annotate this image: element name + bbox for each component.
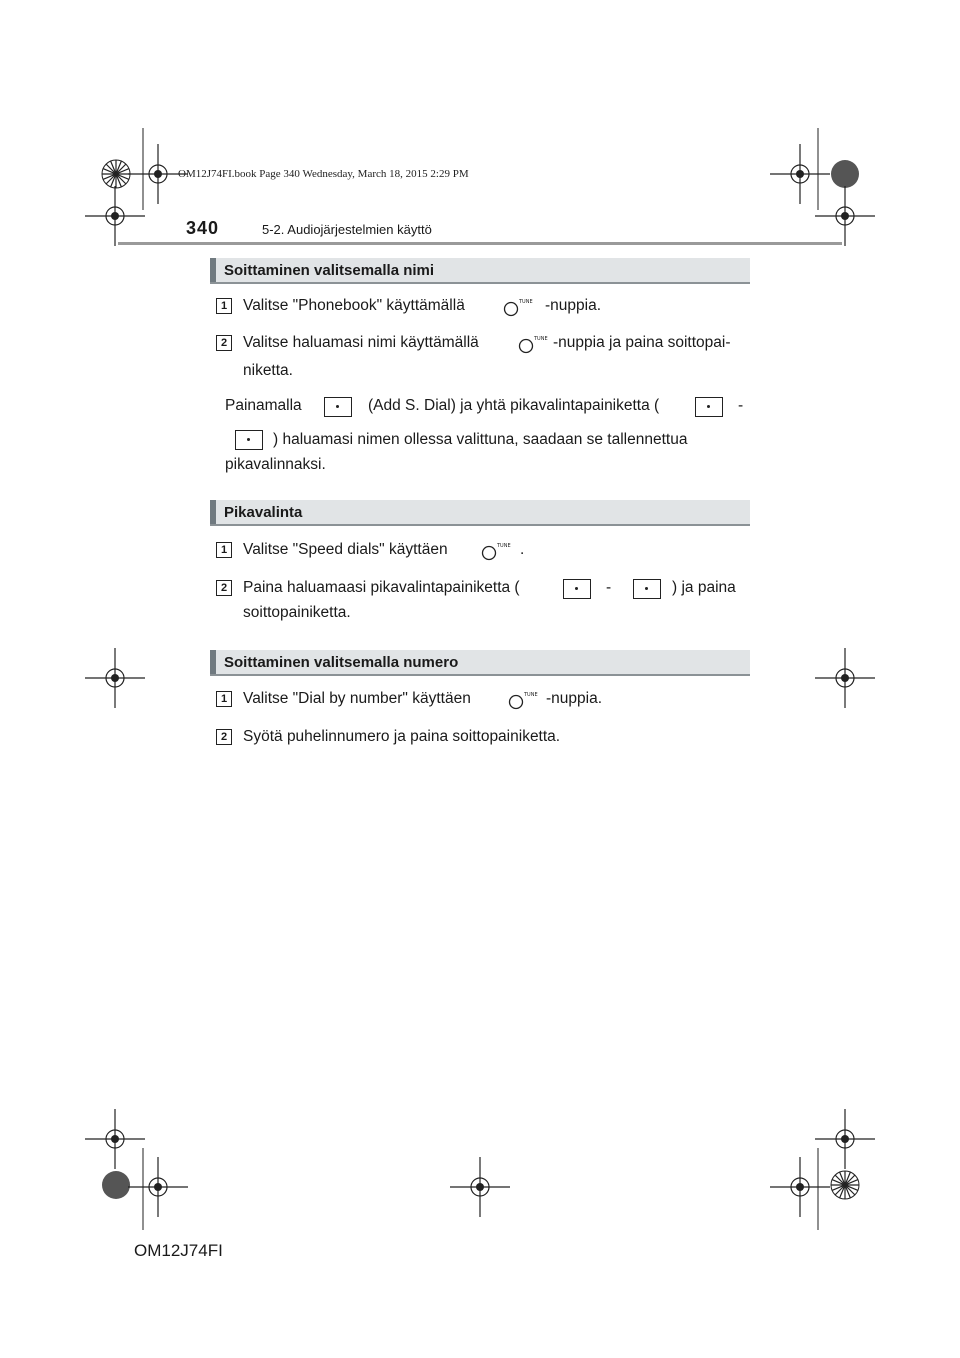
tune-knob-icon bbox=[515, 335, 548, 353]
section-heading bbox=[210, 258, 750, 284]
section-heading-text: Pikavalinta bbox=[224, 504, 303, 521]
svg-text:TUNE: TUNE bbox=[524, 692, 538, 698]
step-number: 2 bbox=[216, 729, 232, 745]
page-number: 340 bbox=[186, 218, 220, 238]
preset-button-icon bbox=[324, 397, 352, 417]
tune-knob-icon bbox=[478, 542, 511, 560]
tune-knob-icon bbox=[505, 691, 538, 709]
tune-knob-icon bbox=[500, 298, 533, 316]
step-text-suffix: -nuppia. bbox=[546, 690, 603, 707]
step-number: 1 bbox=[216, 298, 232, 314]
step-text-continued: niketta. bbox=[243, 362, 293, 379]
note-text: - bbox=[738, 397, 744, 414]
step-text: Paina haluamaasi pikavalintapainiketta ( bbox=[243, 579, 520, 596]
crosshair-registration-mark-icon bbox=[815, 648, 875, 708]
step-text-suffix: ) ja paina bbox=[672, 579, 736, 596]
step-text: Valitse "Speed dials" käyttäen bbox=[243, 541, 448, 558]
crosshair-registration-mark-icon bbox=[128, 1157, 188, 1217]
footer-code: OM12J74FI bbox=[134, 1241, 223, 1260]
step-text-mid: - bbox=[606, 579, 612, 596]
section-heading-text: Soittaminen valitsemalla nimi bbox=[224, 262, 435, 279]
step-text-suffix: -nuppia ja paina soittopai- bbox=[553, 334, 731, 351]
preset-button-icon bbox=[563, 579, 591, 599]
crosshair-registration-mark-icon bbox=[815, 186, 875, 246]
crosshair-registration-mark-icon bbox=[85, 648, 145, 708]
section-heading-bar bbox=[210, 650, 216, 674]
step-text: Valitse "Dial by number" käyttäen bbox=[243, 690, 471, 707]
step-number: 1 bbox=[216, 542, 232, 558]
preset-button-icon bbox=[695, 397, 723, 417]
section-heading bbox=[210, 650, 750, 676]
section-heading-text: Soittaminen valitsemalla numero bbox=[224, 654, 459, 671]
book-info-line: OM12J74FI.book Page 340 Wednesday, March 18, 2015 2:29 PM bbox=[178, 168, 469, 180]
crosshair-registration-mark-icon bbox=[770, 1157, 830, 1217]
svg-text:TUNE: TUNE bbox=[534, 336, 548, 342]
step-text-suffix: . bbox=[520, 541, 525, 558]
section-heading-bar bbox=[210, 258, 216, 282]
note-text: pikavalinnaksi. bbox=[225, 456, 326, 473]
note-text: ) haluamasi nimen ollessa valittuna, saadaan se tallennettua bbox=[273, 431, 688, 448]
sunburst-print-mark-icon bbox=[830, 159, 860, 189]
sunburst-print-mark-icon bbox=[101, 1170, 131, 1200]
header-divider bbox=[118, 242, 842, 245]
crosshair-registration-mark-icon bbox=[85, 186, 145, 246]
step-text-continued: soittopainiketta. bbox=[243, 604, 351, 621]
preset-button-icon bbox=[235, 430, 263, 450]
step-number: 1 bbox=[216, 691, 232, 707]
sunburst-print-mark-icon bbox=[830, 1170, 860, 1200]
step-text-suffix: -nuppia. bbox=[545, 297, 602, 314]
svg-text:TUNE: TUNE bbox=[497, 543, 511, 549]
svg-text:TUNE: TUNE bbox=[519, 299, 533, 305]
sunburst-print-mark-icon bbox=[101, 159, 131, 189]
section-heading-bar bbox=[210, 500, 216, 524]
preset-button-icon bbox=[633, 579, 661, 599]
step-text: Syötä puhelinnumero ja paina soittopainiketta. bbox=[243, 728, 561, 745]
note-text: Painamalla bbox=[225, 397, 302, 414]
step-text: Valitse haluamasi nimi käyttämällä bbox=[243, 334, 479, 351]
step-text: Valitse "Phonebook" käyttämällä bbox=[243, 297, 465, 314]
chapter-section-title: 5-2. Audiojärjestelmien käyttö bbox=[262, 222, 432, 237]
note-text: (Add S. Dial) ja yhtä pikavalintapainiketta ( bbox=[368, 397, 660, 414]
step-number: 2 bbox=[216, 580, 232, 596]
crosshair-registration-mark-icon bbox=[450, 1157, 510, 1217]
section-heading bbox=[210, 500, 750, 526]
step-number: 2 bbox=[216, 335, 232, 351]
